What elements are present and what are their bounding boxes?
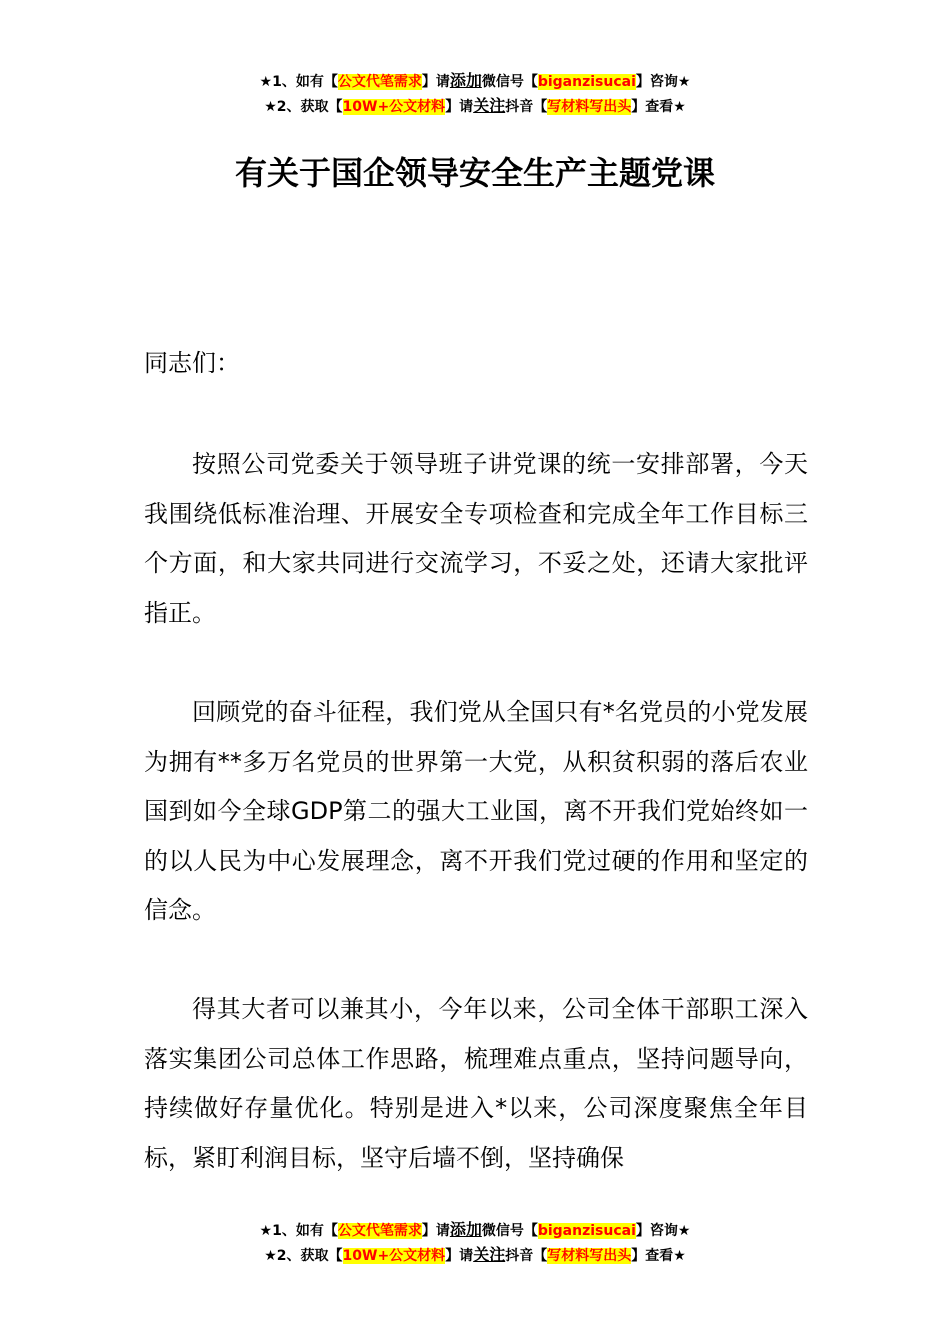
banner-underline: 关注	[473, 96, 506, 115]
banner-highlight: 10W+公文材料	[342, 1248, 446, 1264]
banner-highlight: biganzisucai	[537, 1223, 636, 1239]
banner-underline: 关注	[473, 1245, 506, 1264]
banner-text: 】咨询★	[635, 1223, 691, 1239]
banner-text: 】请	[421, 74, 450, 90]
paragraph-2	[144, 688, 808, 936]
footer-banner	[0, 1218, 950, 1268]
banner-text: 】查看★	[631, 1248, 686, 1264]
banner-text: 】请	[445, 99, 474, 115]
banner-text: 抖音【	[505, 99, 548, 115]
banner-text: 抖音【	[505, 1248, 548, 1264]
banner-underline: 添加	[449, 71, 482, 90]
banner-text: 】查看★	[631, 99, 686, 115]
banner-line-1	[0, 1218, 950, 1243]
header-banner	[0, 69, 950, 119]
banner-underline: 添加	[449, 1220, 482, 1239]
banner-highlight: 写材料写出头	[547, 1248, 632, 1264]
paragraph-text: 回顾党的奋斗征程，我们党从全国只有*名党员的小党发展为拥有**多万名党员的世界第一大党，从积贫积弱的落后农业国到如今全球GDP第二的强大工业国，离不开我们党始终如一的以人民为中心发展理念，离不开我们党过硬的作用和坚定的信念。	[144, 698, 808, 924]
banner-text: ★2、获取【	[264, 99, 343, 115]
paragraph-text: 得其大者可以兼其小，今年以来，公司全体干部职工深入落实集团公司总体工作思路，梳理难点重点，坚持问题导向，持续做好存量优化。特别是进入*以来，公司深度聚焦全年目标，紧盯利润目标，坚守后墙不倒，坚持确保	[144, 995, 808, 1172]
banner-highlight: 公文代笔需求	[337, 1223, 422, 1239]
salutation: 同志们：	[144, 349, 240, 377]
banner-text: 】咨询★	[635, 74, 691, 90]
banner-text: 】请	[445, 1248, 474, 1264]
banner-line-2	[0, 94, 950, 119]
banner-text: ★1、如有【	[259, 1223, 338, 1239]
banner-line-1	[0, 69, 950, 94]
banner-text: 微信号【	[481, 74, 538, 90]
banner-text: 】请	[421, 1223, 450, 1239]
paragraph-1	[144, 440, 808, 638]
document-title: 有关于国企领导安全生产主题党课	[234, 154, 715, 192]
paragraph-3	[144, 985, 808, 1183]
banner-text: ★1、如有【	[259, 74, 338, 90]
banner-highlight: 写材料写出头	[547, 99, 632, 115]
banner-highlight: 公文代笔需求	[337, 74, 422, 90]
banner-highlight: biganzisucai	[537, 74, 636, 90]
paragraph-text: 按照公司党委关于领导班子讲党课的统一安排部署，今天我围绕低标准治理、开展安全专项检查和完成全年工作目标三个方面，和大家共同进行交流学习，不妥之处，还请大家批评指正。	[144, 450, 808, 627]
banner-highlight: 10W+公文材料	[342, 99, 446, 115]
banner-line-2	[0, 1243, 950, 1268]
banner-text: ★2、获取【	[264, 1248, 343, 1264]
banner-text: 微信号【	[481, 1223, 538, 1239]
